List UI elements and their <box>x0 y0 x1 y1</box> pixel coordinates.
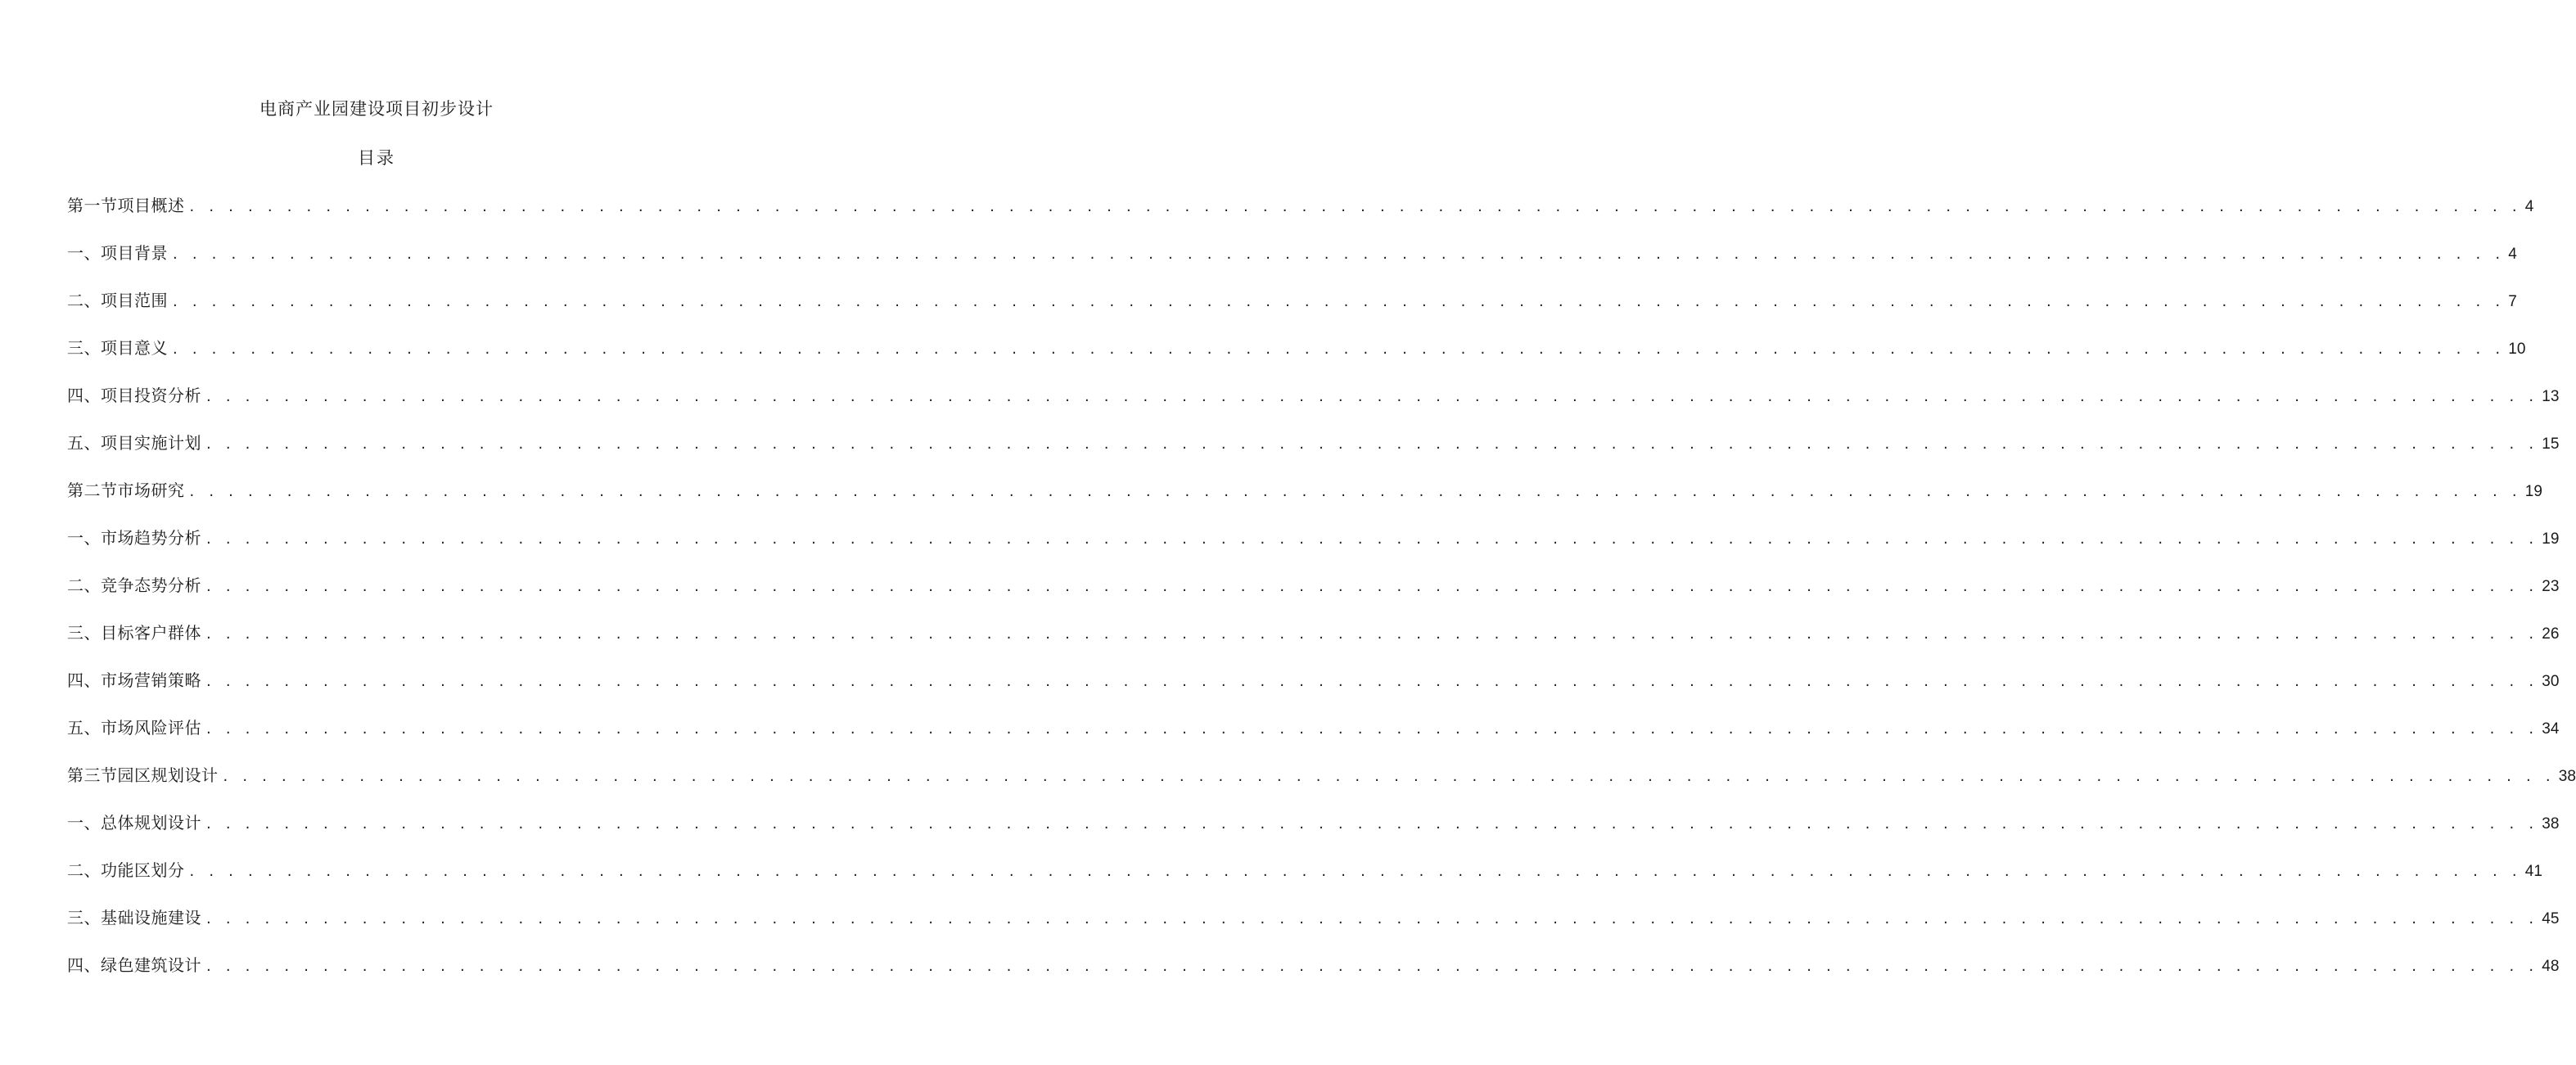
toc-entry[interactable] <box>67 334 2526 381</box>
toc-entry[interactable] <box>67 666 2560 714</box>
toc-entry-label: 第一节项目概述 <box>67 196 185 215</box>
toc-entry[interactable] <box>67 476 2542 524</box>
toc-entry-label: 五、项目实施计划 <box>67 433 201 453</box>
toc-dot-leader: . . . . . . . . . . . . . . . . . . . . . . . . . . . . . . . . . . . . . . . . . . . . . . . . . . . . . . . . . . . . . . . . . . . . . . . . . . . . . . . . . . . . . . . . . . . . . . . . . . . . . . . . . . . . . . . . . . . . . . . . <box>206 720 2539 738</box>
toc-entry-page: 19 <box>2524 483 2542 500</box>
toc-entry[interactable] <box>67 904 2560 951</box>
toc-entry-page: 23 <box>2542 578 2560 595</box>
toc-entry-page: 4 <box>2508 246 2517 263</box>
toc-entry-page: 41 <box>2524 863 2542 880</box>
toc-entry[interactable] <box>67 856 2542 904</box>
toc-entry-page: 4 <box>2524 198 2534 215</box>
toc-entry[interactable] <box>67 192 2534 239</box>
toc-entry-label: 第三节园区规划设计 <box>67 765 219 785</box>
toc-entry-label: 一、市场趋势分析 <box>67 528 201 548</box>
table-of-contents <box>67 192 2576 999</box>
toc-entry-page: 38 <box>2558 768 2576 785</box>
toc-dot-leader: . . . . . . . . . . . . . . . . . . . . . . . . . . . . . . . . . . . . . . . . . . . . . . . . . . . . . . . . . . . . . . . . . . . . . . . . . . . . . . . . . . . . . . . . . . . . . . . . . . . . . . . . . . . . . . . . . . . . . . . . <box>206 530 2539 548</box>
toc-entry[interactable] <box>67 951 2560 999</box>
toc-entry-page: 38 <box>2542 815 2560 833</box>
toc-dot-leader: . . . . . . . . . . . . . . . . . . . . . . . . . . . . . . . . . . . . . . . . . . . . . . . . . . . . . . . . . . . . . . . . . . . . . . . . . . . . . . . . . . . . . . . . . . . . . . . . . . . . . . . . . . . . . . . . . . . . . . . . <box>206 435 2539 453</box>
toc-entry-page: 15 <box>2542 435 2560 453</box>
toc-entry[interactable] <box>67 619 2560 666</box>
toc-entry[interactable] <box>67 571 2560 619</box>
toc-entry-label: 四、项目投资分析 <box>67 386 201 405</box>
toc-entry-page: 30 <box>2542 673 2560 690</box>
toc-entry-label: 三、基础设施建设 <box>67 908 201 927</box>
document-title: 电商产业园建设项目初步设计 <box>259 99 494 119</box>
toc-dot-leader: . . . . . . . . . . . . . . . . . . . . . . . . . . . . . . . . . . . . . . . . . . . . . . . . . . . . . . . . . . . . . . . . . . . . . . . . . . . . . . . . . . . . . . . . . . . . . . . . . . . . . . . . . . . . . . . . . . . . . . . . <box>206 910 2539 927</box>
toc-entry-label: 三、项目意义 <box>67 338 168 358</box>
toc-entry[interactable] <box>67 761 2576 809</box>
toc-dot-leader: . . . . . . . . . . . . . . . . . . . . . . . . . . . . . . . . . . . . . . . . . . . . . . . . . . . . . . . . . . . . . . . . . . . . . . . . . . . . . . . . . . . . . . . . . . . . . . . . . . . . . . . . . . . . . . . . . . . . . . . . <box>206 958 2539 975</box>
toc-entry-label: 四、市场营销策略 <box>67 670 201 690</box>
toc-dot-leader: . . . . . . . . . . . . . . . . . . . . . . . . . . . . . . . . . . . . . . . . . . . . . . . . . . . . . . . . . . . . . . . . . . . . . . . . . . . . . . . . . . . . . . . . . . . . . . . . . . . . . . . . . . . . . . . . . . . . . . . . <box>173 293 2506 310</box>
toc-entry-label: 二、项目范围 <box>67 291 168 310</box>
toc-entry[interactable] <box>67 239 2517 287</box>
toc-entry-page: 34 <box>2542 720 2560 738</box>
toc-entry-label: 第二节市场研究 <box>67 481 185 500</box>
toc-entry-page: 7 <box>2508 293 2517 310</box>
toc-entry-label: 三、目标客户群体 <box>67 623 201 643</box>
toc-entry[interactable] <box>67 287 2517 334</box>
toc-entry-label: 一、项目背景 <box>67 243 168 263</box>
toc-entry-label: 一、总体规划设计 <box>67 813 201 833</box>
toc-entry-page: 45 <box>2542 910 2560 927</box>
toc-heading: 目录 <box>358 148 395 168</box>
toc-entry[interactable] <box>67 714 2560 761</box>
toc-entry-label: 二、功能区划分 <box>67 860 185 880</box>
toc-dot-leader: . . . . . . . . . . . . . . . . . . . . . . . . . . . . . . . . . . . . . . . . . . . . . . . . . . . . . . . . . . . . . . . . . . . . . . . . . . . . . . . . . . . . . . . . . . . . . . . . . . . . . . . . . . . . . . . . . . . . . . . . <box>206 578 2539 595</box>
toc-dot-leader: . . . . . . . . . . . . . . . . . . . . . . . . . . . . . . . . . . . . . . . . . . . . . . . . . . . . . . . . . . . . . . . . . . . . . . . . . . . . . . . . . . . . . . . . . . . . . . . . . . . . . . . . . . . . . . . . . . . . . . . . <box>173 246 2506 263</box>
toc-dot-leader: . . . . . . . . . . . . . . . . . . . . . . . . . . . . . . . . . . . . . . . . . . . . . . . . . . . . . . . . . . . . . . . . . . . . . . . . . . . . . . . . . . . . . . . . . . . . . . . . . . . . . . . . . . . . . . . . . . . . . . . . <box>206 625 2539 643</box>
toc-entry[interactable] <box>67 381 2560 429</box>
toc-dot-leader: . . . . . . . . . . . . . . . . . . . . . . . . . . . . . . . . . . . . . . . . . . . . . . . . . . . . . . . . . . . . . . . . . . . . . . . . . . . . . . . . . . . . . . . . . . . . . . . . . . . . . . . . . . . . . . . . . . . . . . . . <box>189 863 2522 880</box>
toc-dot-leader: . . . . . . . . . . . . . . . . . . . . . . . . . . . . . . . . . . . . . . . . . . . . . . . . . . . . . . . . . . . . . . . . . . . . . . . . . . . . . . . . . . . . . . . . . . . . . . . . . . . . . . . . . . . . . . . . . . . . . . . . <box>206 673 2539 690</box>
toc-entry-label: 四、绿色建筑设计 <box>67 955 201 975</box>
toc-entry-page: 10 <box>2508 341 2526 358</box>
toc-entry-page: 48 <box>2542 958 2560 975</box>
toc-entry[interactable] <box>67 429 2560 476</box>
toc-entry-page: 19 <box>2542 530 2560 548</box>
toc-dot-leader: . . . . . . . . . . . . . . . . . . . . . . . . . . . . . . . . . . . . . . . . . . . . . . . . . . . . . . . . . . . . . . . . . . . . . . . . . . . . . . . . . . . . . . . . . . . . . . . . . . . . . . . . . . . . . . . . . . . . . . . . <box>189 483 2522 500</box>
toc-entry-label: 二、竞争态势分析 <box>67 575 201 595</box>
toc-entry-page: 26 <box>2542 625 2560 643</box>
toc-entry-label: 五、市场风险评估 <box>67 718 201 738</box>
toc-entry[interactable] <box>67 524 2560 571</box>
toc-entry-page: 13 <box>2542 388 2560 405</box>
toc-dot-leader: . . . . . . . . . . . . . . . . . . . . . . . . . . . . . . . . . . . . . . . . . . . . . . . . . . . . . . . . . . . . . . . . . . . . . . . . . . . . . . . . . . . . . . . . . . . . . . . . . . . . . . . . . . . . . . . . . . . . . . . . <box>223 768 2556 785</box>
toc-dot-leader: . . . . . . . . . . . . . . . . . . . . . . . . . . . . . . . . . . . . . . . . . . . . . . . . . . . . . . . . . . . . . . . . . . . . . . . . . . . . . . . . . . . . . . . . . . . . . . . . . . . . . . . . . . . . . . . . . . . . . . . . <box>206 815 2539 833</box>
toc-entry[interactable] <box>67 809 2560 856</box>
toc-dot-leader: . . . . . . . . . . . . . . . . . . . . . . . . . . . . . . . . . . . . . . . . . . . . . . . . . . . . . . . . . . . . . . . . . . . . . . . . . . . . . . . . . . . . . . . . . . . . . . . . . . . . . . . . . . . . . . . . . . . . . . . . <box>173 341 2506 358</box>
toc-dot-leader: . . . . . . . . . . . . . . . . . . . . . . . . . . . . . . . . . . . . . . . . . . . . . . . . . . . . . . . . . . . . . . . . . . . . . . . . . . . . . . . . . . . . . . . . . . . . . . . . . . . . . . . . . . . . . . . . . . . . . . . . <box>206 388 2539 405</box>
toc-dot-leader: . . . . . . . . . . . . . . . . . . . . . . . . . . . . . . . . . . . . . . . . . . . . . . . . . . . . . . . . . . . . . . . . . . . . . . . . . . . . . . . . . . . . . . . . . . . . . . . . . . . . . . . . . . . . . . . . . . . . . . . . <box>189 198 2522 215</box>
